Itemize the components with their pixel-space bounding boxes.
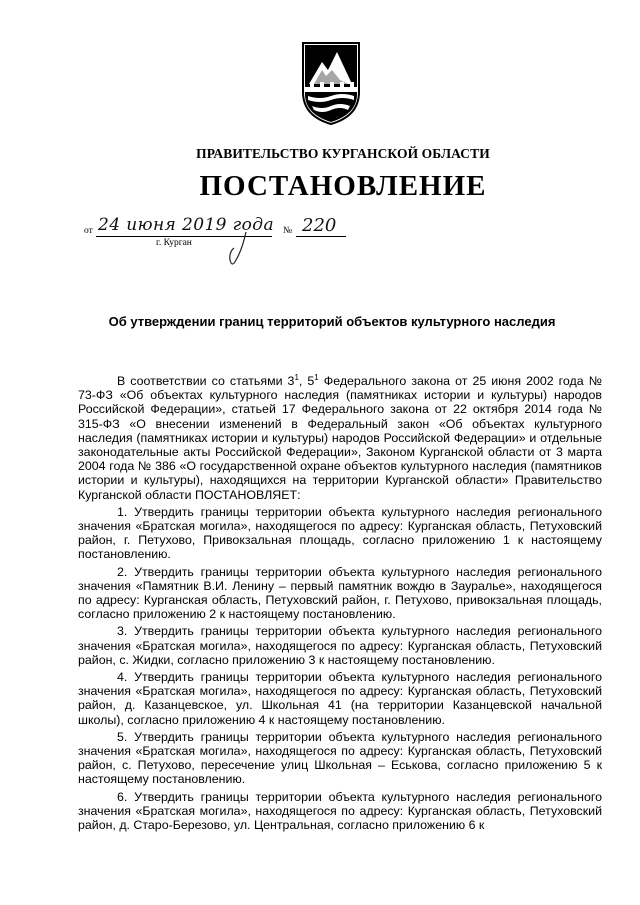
document-title: Об утверждении границ территорий объектов культурного наследия (108, 314, 556, 329)
number-prefix: № (283, 226, 293, 236)
coat-of-arms-icon (300, 40, 362, 126)
number-underline (296, 236, 346, 237)
city-label: г. Курган (156, 238, 192, 248)
list-item: 6. Утвердить границы территории объекта культурного наследия регионального значения «Братская могила», находящегося по адресу: Курганская область, Петуховский район, д. Старо-Березово, ул. Центральная, согласно приложению 6 к (78, 789, 602, 833)
list-item: 1. Утвердить границы территории объекта культурного наследия регионального значения «Братская могила», находящегося по адресу: Курганская область, Петуховский район, г. Петухово, Привокзальная площадь, согласно приложению 1 к настоящему постановлению. (78, 504, 602, 562)
document-type: ПОСТАНОВЛЕНИЕ (199, 170, 487, 202)
handwritten-number: 220 (302, 215, 337, 236)
list-item: 5. Утвердить границы территории объекта культурного наследия регионального значения «Братская могила», находящегося по адресу: Курганская область, Петуховский район, с. Петухово, пересечение улиц Школьная – Еськова, согласно приложению 5 к настоящему постановлению. (78, 729, 602, 787)
date-prefix: от (84, 226, 93, 236)
handwritten-date: 24 июня 2019 года (98, 215, 275, 235)
list-item: 4. Утвердить границы территории объекта культурного наследия регионального значения «Братская могила», находящегося по адресу: Курганская область, Петуховский район, д. Казанцевское, ул. Школьная 41 (на территории Казанцевской начальной школы), согласно приложению 4 к настоящему постановлению. (78, 670, 602, 727)
document-body (78, 374, 602, 835)
signature-stroke-icon (222, 230, 252, 270)
organization-name: ПРАВИТЕЛЬСТВО КУРГАНСКОЙ ОБЛАСТИ (196, 146, 490, 161)
list-item: 2. Утвердить границы территории объекта культурного наследия регионального значения «Памятник В.И. Ленину – первый памятник вождю в Зауралье», находящегося по адресу: Курганская область, Петуховский район, г. Петухово, привокзальная площадь, согласно приложению 2 к настоящему постановлению. (78, 564, 602, 622)
preamble-paragraph: В соответствии со статьями $3^1$, $5^1$ Федерального закона от 25 июня 2002 года № 73-ФЗ «Об объектах культурного наследия (памятниках истории и культуры) народов Российской Федерации», статьей 17 Федерального закона от 22 октября 2014 года № 315-ФЗ «О внесении изменений в Федеральный закон «Об объектах культурного наследия (памятниках истории и культуры) народов Российской Федерации» и отдельные законодательные акты Российской Федерации», Законом Курганской области от 3 марта 2004 года № 386 «О государственной охране объектов культурного наследия (памятников истории и культуры), находящихся на территории Курганской области» Правительство Курганской области ПОСТАНОВЛЯЕТ: (78, 372, 602, 502)
list-item: 3. Утвердить границы территории объекта культурного наследия регионального значения «Братская могила», находящегося по адресу: Курганская область, Петуховский район, с. Жидки, согласно приложению 3 к настоящему постановлению. (78, 624, 602, 667)
